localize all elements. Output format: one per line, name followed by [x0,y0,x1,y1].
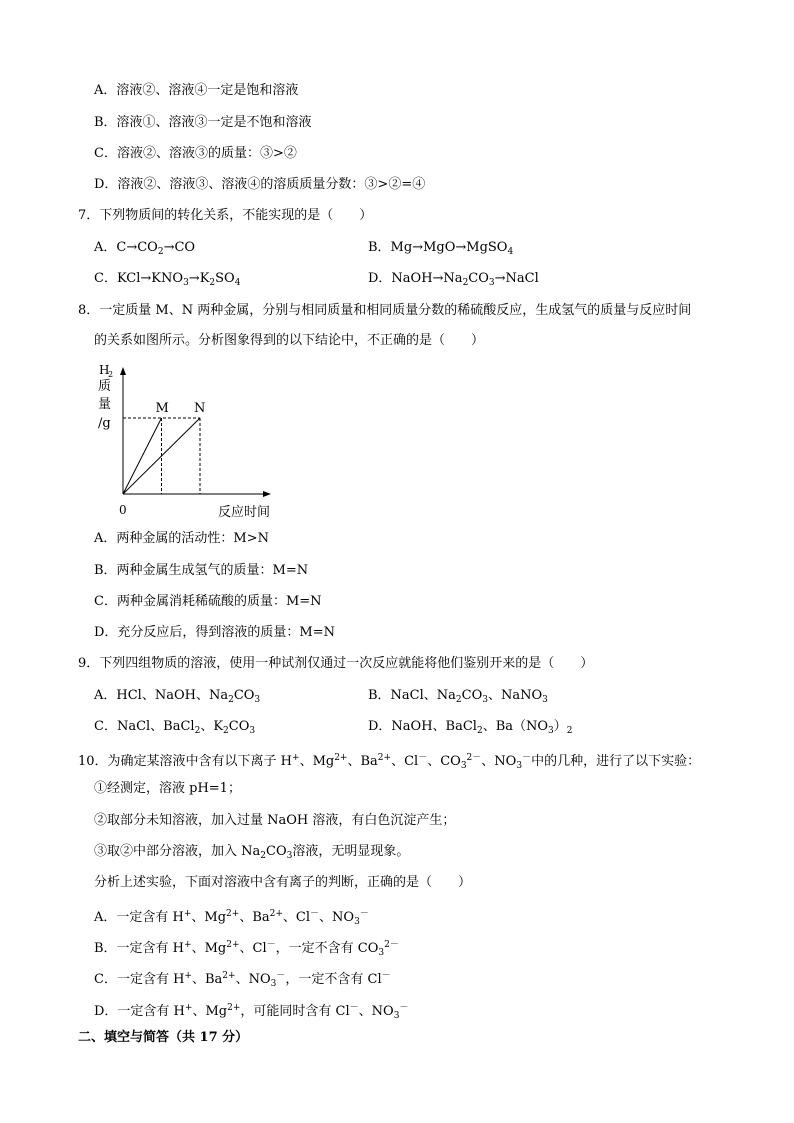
q10-step2: ②取部分未知溶液，加入过量 NaOH 溶液，有白色沉淀产生； [94,813,456,828]
q7-option-d: D．$NaOH\to Na_2CO_3\to NaCl$ [368,271,539,288]
q9-option-c: C．NaCl、BaCl$_2$、$K_2CO_3$ [94,719,256,736]
q6-option-b: B．溶液①、溶液③一定是不饱和溶液 [94,115,312,130]
q8-option-c: C．两种金属消耗稀硫酸的质量：M=N [94,594,322,609]
q10-stem: 10．为确定某溶液中含有以下离子 H+、$Mg^{2+}$、$Ba^{2+}$、Cl－、$CO_3^{2-}$、$NO_3^-$中的几种，进行了以下实验： [78,753,701,771]
y-axis-label-main: H [99,363,110,377]
q8-option-a: A．两种金属的活动性：M>N [94,531,269,546]
y-axis-arrow [120,367,126,375]
origin-label: 0 [119,503,127,517]
q7-stem: 7．下列物质间的转化关系，不能实现的是（ ） [78,208,373,223]
q9-option-d: D．NaOH、BaCl$_2$、$Ba(NO_3)_2$ [368,719,573,736]
series-label-N: N [194,401,206,416]
x-axis-label: 反应时间 [218,505,271,520]
q8-stem-line1: 8．一定质量 M、N 两种金属，分别与相同质量和相同质量分数的稀硫酸反应，生成氢气的质量与反应时间 [78,303,692,318]
q10-option-d: D．一定含有 H+、$Mg^{2+}$，可能同时含有 Cl－、$NO_3^-$ [94,1003,409,1021]
q8-option-d: D．充分反应后，得到溶液的质量：M=N [94,625,336,640]
q6-option-d: D．溶液②、溶液③、溶液④的溶质质量分数：③>②=④ [94,177,426,192]
q8-option-b: B．两种金属生成氢气的质量：M=N [94,563,309,578]
q9-option-b: B．NaCl、$Na_2CO_3$、NaNO$_3$ [368,688,548,705]
q10-step1: ①经测定，溶液 pH=1； [94,781,241,796]
q7-option-b: B．Mg→MgO→MgSO$_4$ [368,240,514,257]
series-line-M [123,418,162,494]
q6-option-a: A．溶液②、溶液④一定是饱和溶液 [94,83,299,98]
q7-option-a: A．$C\to CO_2\to CO$ [94,240,196,257]
y-axis-label-line2: 量 [98,397,112,412]
q10-option-b: B．一定含有 H+、$Mg^{2+}$、Cl－，一定不含有 $CO_3^{2-}$ [94,940,399,958]
q10-step3: ③取②中部分溶液，加入 $Na_2CO_3$溶液，无明显现象。 [94,844,410,861]
q9-option-a: A．HCl、NaOH、$Na_2CO_3$ [94,688,261,705]
q7-option-c: C．$KCl\to KNO_3\to K_2SO_4$ [94,271,241,288]
y-axis-label-line1: 质 [98,379,112,394]
q9-stem: 9．下列四组物质的溶液，使用一种试剂仅通过一次反应就能将他们鉴别开来的是（ ） [78,656,594,671]
q8-stem-line2: 的关系如图所示。分析图象得到的以下结论中，不正确的是（ ） [94,333,485,348]
x-axis-arrow [263,491,271,497]
q6-option-c: C．溶液②、溶液③的质量：③>② [94,146,297,161]
q10-option-a: A．一定含有 H+、$Mg^{2+}$、$Ba^{2+}$、Cl－、$NO_3^-$ [94,909,369,927]
y-axis-label-sub: 2 [108,370,114,379]
q10-option-c: C．一定含有 H+、$Ba^{2+}$、$NO_3^-$，一定不含有 Cl－ [94,971,391,989]
series-label-M: M [155,401,169,416]
y-axis-label-line3: /g [98,416,111,431]
q10-ask: 分析上述实验，下面对溶液中含有离子的判断，正确的是（ ） [94,875,472,890]
hydrogen-mass-chart [90,362,280,524]
section-2-heading: 二、填空与简答（共 17 分） [78,1030,249,1045]
